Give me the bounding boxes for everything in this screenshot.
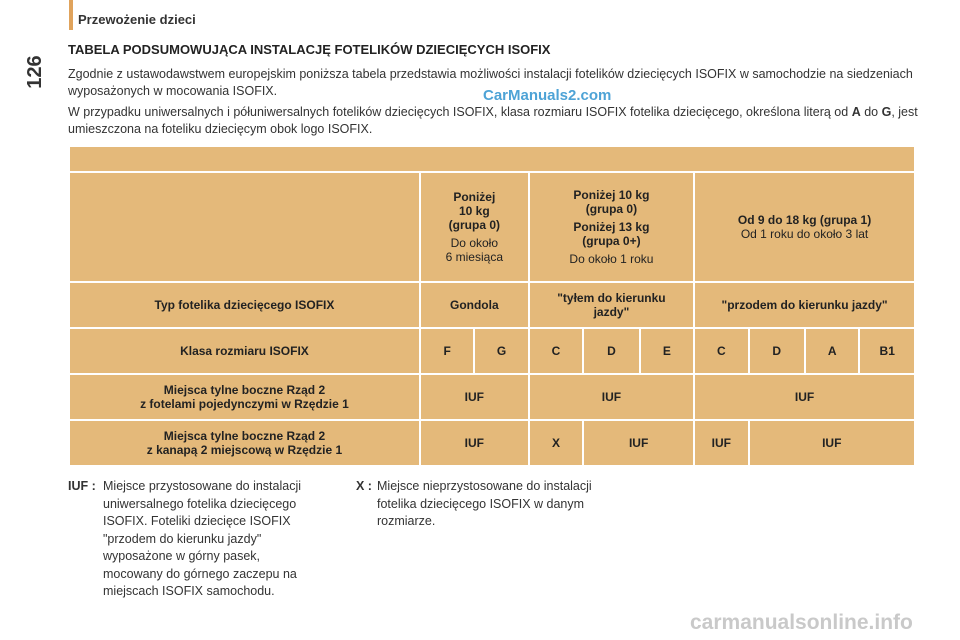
seat-type-forward-facing-text: "przodem do kierunku jazdy" (721, 298, 888, 312)
rear-seats-bench-value: X (551, 436, 560, 450)
legend-x-line: Miejsce nieprzystosowane do instalacji (377, 479, 592, 493)
seat-type-gondola-text: Gondola (449, 298, 499, 312)
group-0-title-1: Poniżej (453, 190, 496, 204)
section-header: Przewożenie dzieci (78, 12, 196, 27)
table-top-band (69, 146, 915, 172)
seat-type-rear-facing-line-2: jazdy" (593, 305, 630, 319)
rear-seats-single-label-1: Miejsca tylne boczne Rząd 2 (163, 383, 326, 397)
group-0-title-2: 10 kg (458, 204, 490, 218)
rear-seats-bench-cell (749, 420, 915, 466)
legend-iuf-line: mocowany do górnego zaczepu na (103, 566, 297, 581)
size-class-cell (805, 328, 859, 374)
weight-group-row (69, 172, 915, 282)
seat-type-row (69, 282, 915, 328)
rear-seats-bench-label-2: z kanapą 2 miejscową w Rzędzie 1 (146, 443, 343, 457)
rear-seats-bench-label (69, 420, 420, 466)
size-class-value: D (772, 344, 782, 358)
group-0plus-title-2: (grupa 0) (585, 202, 638, 216)
seat-type-gondola (420, 282, 529, 328)
group-0-title-3: (grupa 0) (448, 218, 500, 232)
rear-seats-bench-value: IUF (464, 436, 484, 450)
rear-seats-bench-cell (583, 420, 694, 466)
group-0plus-title-4: (grupa 0+) (582, 234, 641, 248)
rear-seats-single-value: IUF (464, 390, 484, 404)
intro-p2-suffix: , jest umieszczona na foteliku dziecięcym obok logo ISOFIX. (68, 105, 918, 136)
rear-seats-bench-value: IUF (822, 436, 842, 450)
rear-seats-single-cell (529, 374, 694, 420)
rear-seats-bench-value: IUF (711, 436, 731, 450)
rear-seats-single-cell (694, 374, 915, 420)
isofix-summary-table (68, 145, 916, 467)
intro-paragraph-1: Zgodnie z ustawodawstwem europejskim poniższa tabela przedstawia możliwości instalacji fotelików dziecięcych ISOFIX w samochodzie na siedzeniach wyposażonych w mocowania ISOFIX. (68, 67, 913, 98)
size-class-label (69, 328, 420, 374)
intro-p2-prefix: W przypadku uniwersalnych i półuniwersalnych fotelików dziecięcych ISOFIX, klasa rozmiaru ISOFIX fotelika dziecięcego, określona literą od (68, 105, 852, 119)
legend-iuf-line: miejscach ISOFIX samochodu. (103, 584, 275, 598)
group-1-age: Od 1 roku do około 3 lat (740, 227, 869, 241)
legend-iuf-key: IUF : (68, 479, 96, 493)
intro-p2-letter-g: G (881, 105, 892, 119)
weight-group-empty-cell (69, 172, 420, 282)
rear-seats-single-label (69, 374, 420, 420)
group-0plus-title-1: Poniżej 10 kg (573, 188, 650, 202)
rear-seats-bench-value: IUF (628, 436, 649, 450)
rear-seats-single-value: IUF (794, 390, 815, 404)
group-1-title: Od 9 do 18 kg (grupa 1) (737, 213, 872, 227)
section-accent-bar (69, 0, 73, 30)
size-class-cell (474, 328, 528, 374)
size-class-label-text: Klasa rozmiaru ISOFIX (180, 344, 309, 358)
rear-seats-bench-row (69, 420, 915, 466)
size-class-cell (583, 328, 639, 374)
size-class-cell (749, 328, 805, 374)
page-title: TABELA PODSUMOWUJĄCA INSTALACJĘ FOTELIKÓW DZIECIĘCYCH ISOFIX (68, 42, 551, 57)
legend-iuf-line: Miejsce przystosowane do instalacji (103, 479, 302, 493)
size-class-value: C (551, 344, 561, 358)
group-0plus-age: Do około 1 roku (569, 252, 654, 266)
table-top-band-cell (69, 146, 915, 172)
legend-iuf-line: uniwersalnego fotelika dziecięcego (103, 496, 297, 511)
size-class-cell (694, 328, 748, 374)
rear-seats-bench-cell (420, 420, 529, 466)
seat-type-rear-facing (529, 282, 694, 328)
group-1-cell (694, 172, 915, 282)
size-class-value: C (716, 344, 726, 358)
size-class-value: E (662, 344, 671, 358)
legend-iuf-line: ISOFIX. Foteliki dziecięce ISOFIX (103, 514, 291, 528)
size-class-value: A (827, 344, 837, 358)
group-0-age-2: 6 miesiąca (445, 250, 503, 264)
seat-type-forward-facing (694, 282, 915, 328)
legend-x-line: fotelika dziecięcego ISOFIX w danym (377, 496, 585, 511)
seat-type-label-text: Typ fotelika dziecięcego ISOFIX (154, 298, 335, 312)
legend-x-key: X : (356, 479, 372, 493)
size-class-cell (859, 328, 915, 374)
legend-iuf-line: wyposażone w górny pasek, (103, 549, 261, 563)
page-number: 126 (24, 55, 46, 89)
legend-iuf-line: "przodem do kierunku jazdy" (103, 531, 262, 546)
group-0plus-cell (529, 172, 694, 282)
legend-iuf-description (103, 478, 328, 601)
rear-seats-bench-cell (694, 420, 748, 466)
size-class-cell (420, 328, 474, 374)
size-class-cell (529, 328, 583, 374)
size-class-value: G (496, 344, 507, 358)
legend-x-line: rozmiarze. (377, 514, 436, 528)
intro-p2-letter-a: A (851, 105, 861, 119)
group-0plus-title-3: Poniżej 13 kg (573, 220, 650, 234)
rear-seats-single-value: IUF (601, 390, 622, 404)
group-0-age-1: Do około (450, 236, 499, 250)
rear-seats-bench-cell (529, 420, 583, 466)
rear-seats-single-row (69, 374, 915, 420)
intro-paragraph-2 (68, 104, 923, 138)
rear-seats-bench-label-1: Miejsca tylne boczne Rząd 2 (163, 429, 326, 443)
rear-seats-single-cell (420, 374, 529, 420)
size-class-cell (640, 328, 694, 374)
intro-p2-mid: do (860, 105, 882, 119)
seat-type-label (69, 282, 420, 328)
watermark-top: CarManuals2.com (483, 87, 612, 104)
group-0-cell (420, 172, 529, 282)
size-class-row (69, 328, 915, 374)
rear-seats-single-label-2: z fotelami pojedynczymi w Rzędzie 1 (140, 397, 349, 411)
size-class-value: F (443, 344, 451, 358)
size-class-value: B1 (879, 344, 895, 358)
size-class-value: D (607, 344, 616, 358)
watermark-bottom: carmanualsonline.info (690, 611, 913, 634)
legend-x-description (377, 478, 627, 531)
seat-type-rear-facing-line-1: "tyłem do kierunku (557, 291, 666, 305)
